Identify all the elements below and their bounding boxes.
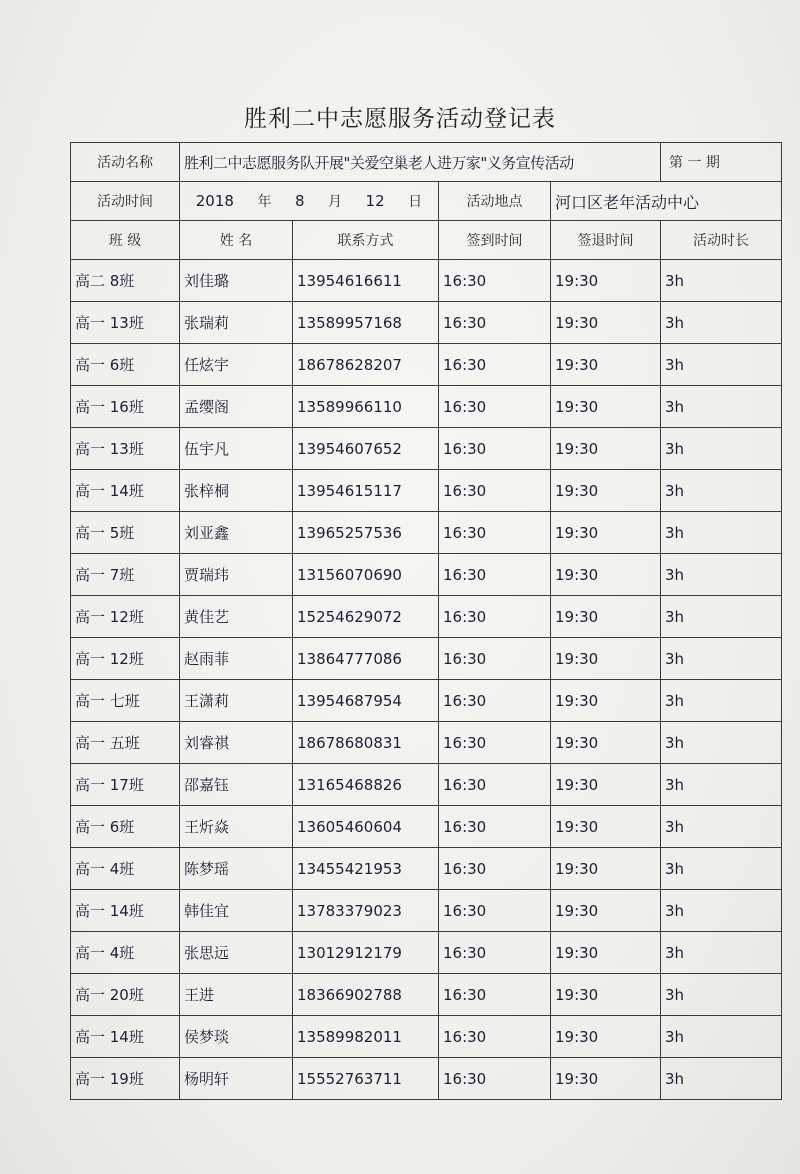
volunteer-name: 贾瑞玮 — [180, 554, 293, 596]
table-row — [71, 302, 782, 344]
volunteer-name: 侯梦琰 — [180, 1016, 293, 1058]
sign-in-time: 16:30 — [439, 1016, 551, 1058]
sign-out-time: 19:30 — [551, 302, 661, 344]
volunteer-name: 刘佳璐 — [180, 260, 293, 302]
volunteer-class: 高一 13班 — [71, 302, 180, 344]
table-row — [71, 260, 782, 302]
sign-in-time: 16:30 — [439, 1058, 551, 1100]
table-row — [71, 932, 782, 974]
table-row — [71, 1058, 782, 1100]
volunteer-phone: 13783379023 — [293, 890, 439, 932]
sign-in-time: 16:30 — [439, 386, 551, 428]
table-row — [71, 806, 782, 848]
volunteer-class: 高一 5班 — [71, 512, 180, 554]
volunteer-phone: 13954616611 — [293, 260, 439, 302]
sign-in-time: 16:30 — [439, 470, 551, 512]
sign-out-time: 19:30 — [551, 596, 661, 638]
activity-duration: 3h — [661, 470, 782, 512]
volunteer-class: 高一 4班 — [71, 932, 180, 974]
sign-out-time: 19:30 — [551, 344, 661, 386]
volunteer-phone: 13864777086 — [293, 638, 439, 680]
activity-duration: 3h — [661, 974, 782, 1016]
column-header-row — [71, 221, 782, 260]
volunteer-phone: 13954607652 — [293, 428, 439, 470]
header-sign-out: 签退时间 — [551, 221, 661, 260]
activity-duration: 3h — [661, 932, 782, 974]
sign-out-time: 19:30 — [551, 680, 661, 722]
volunteer-phone: 18366902788 — [293, 974, 439, 1016]
volunteer-class: 高一 4班 — [71, 848, 180, 890]
table-row — [71, 848, 782, 890]
activity-issue: 第 一 期 — [661, 143, 782, 182]
activity-duration: 3h — [661, 680, 782, 722]
sign-in-time: 16:30 — [439, 764, 551, 806]
activity-duration: 3h — [661, 596, 782, 638]
table-row — [71, 722, 782, 764]
sign-out-time: 19:30 — [551, 386, 661, 428]
volunteer-class: 高一 14班 — [71, 890, 180, 932]
date-day-unit: 日 — [408, 194, 423, 210]
volunteer-phone: 13965257536 — [293, 512, 439, 554]
activity-name-row — [71, 143, 782, 182]
volunteer-phone: 13605460604 — [293, 806, 439, 848]
volunteer-class: 高一 13班 — [71, 428, 180, 470]
date-year-unit: 年 — [257, 194, 272, 210]
volunteer-name: 王进 — [180, 974, 293, 1016]
activity-duration: 3h — [661, 764, 782, 806]
header-name: 姓 名 — [180, 221, 293, 260]
activity-place-value: 河口区老年活动中心 — [551, 182, 782, 221]
volunteer-name: 杨明轩 — [180, 1058, 293, 1100]
volunteer-class: 高一 14班 — [71, 470, 180, 512]
volunteer-phone: 13589966110 — [293, 386, 439, 428]
header-class: 班 级 — [71, 221, 180, 260]
sign-out-time: 19:30 — [551, 722, 661, 764]
volunteer-phone: 18678628207 — [293, 344, 439, 386]
sign-out-time: 19:30 — [551, 890, 661, 932]
sign-in-time: 16:30 — [439, 302, 551, 344]
activity-duration: 3h — [661, 386, 782, 428]
date-month-unit: 月 — [328, 194, 343, 210]
sign-out-time: 19:30 — [551, 260, 661, 302]
activity-duration: 3h — [661, 722, 782, 764]
volunteer-class: 高一 6班 — [71, 806, 180, 848]
sign-in-time: 16:30 — [439, 512, 551, 554]
sign-out-time: 19:30 — [551, 806, 661, 848]
activity-place-label: 活动地点 — [439, 182, 551, 221]
volunteer-class: 高一 7班 — [71, 554, 180, 596]
volunteer-phone: 13156070690 — [293, 554, 439, 596]
volunteer-class: 高一 20班 — [71, 974, 180, 1016]
volunteer-class: 高一 17班 — [71, 764, 180, 806]
volunteer-phone: 13012912179 — [293, 932, 439, 974]
volunteer-name: 陈梦瑶 — [180, 848, 293, 890]
volunteer-class: 高一 19班 — [71, 1058, 180, 1100]
table-row — [71, 596, 782, 638]
sign-in-time: 16:30 — [439, 890, 551, 932]
volunteer-name: 邵嘉钰 — [180, 764, 293, 806]
date-month: 8 — [294, 192, 305, 210]
activity-duration: 3h — [661, 260, 782, 302]
sign-in-time: 16:30 — [439, 680, 551, 722]
table-row — [71, 638, 782, 680]
volunteer-name: 刘亚鑫 — [180, 512, 293, 554]
activity-time-label: 活动时间 — [71, 182, 180, 221]
volunteer-name: 王炘焱 — [180, 806, 293, 848]
page-title: 胜利二中志愿服务活动登记表 — [244, 106, 556, 132]
volunteer-phone: 13455421953 — [293, 848, 439, 890]
volunteer-name: 张梓桐 — [180, 470, 293, 512]
sign-in-time: 16:30 — [439, 638, 551, 680]
sign-out-time: 19:30 — [551, 638, 661, 680]
volunteer-name: 伍宇凡 — [180, 428, 293, 470]
volunteer-class: 高一 12班 — [71, 596, 180, 638]
sign-in-time: 16:30 — [439, 932, 551, 974]
activity-duration: 3h — [661, 638, 782, 680]
volunteer-phone: 13954687954 — [293, 680, 439, 722]
activity-name-value: 胜利二中志愿服务队开展"关爱空巢老人进万家"义务宣传活动 — [180, 143, 661, 182]
table-row — [71, 512, 782, 554]
volunteer-phone: 13589982011 — [293, 1016, 439, 1058]
volunteer-name: 黄佳艺 — [180, 596, 293, 638]
activity-date — [180, 182, 439, 221]
volunteer-name: 刘睿祺 — [180, 722, 293, 764]
volunteer-phone: 13589957168 — [293, 302, 439, 344]
volunteer-class: 高一 七班 — [71, 680, 180, 722]
sign-out-time: 19:30 — [551, 428, 661, 470]
volunteer-class: 高一 16班 — [71, 386, 180, 428]
table-row — [71, 470, 782, 512]
sign-out-time: 19:30 — [551, 764, 661, 806]
volunteer-name: 韩佳宜 — [180, 890, 293, 932]
sign-out-time: 19:30 — [551, 1058, 661, 1100]
volunteer-phone: 18678680831 — [293, 722, 439, 764]
activity-duration: 3h — [661, 302, 782, 344]
table-row — [71, 428, 782, 470]
activity-duration: 3h — [661, 1058, 782, 1100]
volunteer-name: 任炫宇 — [180, 344, 293, 386]
sign-in-time: 16:30 — [439, 848, 551, 890]
activity-duration: 3h — [661, 848, 782, 890]
header-phone: 联系方式 — [293, 221, 439, 260]
volunteer-class: 高一 五班 — [71, 722, 180, 764]
table-row — [71, 1016, 782, 1058]
sign-out-time: 19:30 — [551, 848, 661, 890]
volunteer-name: 赵雨菲 — [180, 638, 293, 680]
volunteer-name: 张瑞莉 — [180, 302, 293, 344]
table-row — [71, 764, 782, 806]
activity-duration: 3h — [661, 428, 782, 470]
header-sign-in: 签到时间 — [439, 221, 551, 260]
sign-in-time: 16:30 — [439, 428, 551, 470]
activity-time-row — [71, 182, 782, 221]
sign-out-time: 19:30 — [551, 974, 661, 1016]
table-row — [71, 974, 782, 1016]
sign-out-time: 19:30 — [551, 512, 661, 554]
table-row — [71, 890, 782, 932]
volunteer-phone: 15552763711 — [293, 1058, 439, 1100]
sign-in-time: 16:30 — [439, 806, 551, 848]
activity-duration: 3h — [661, 1016, 782, 1058]
sign-out-time: 19:30 — [551, 932, 661, 974]
volunteer-name: 张思远 — [180, 932, 293, 974]
volunteer-class: 高二 8班 — [71, 260, 180, 302]
table-row — [71, 680, 782, 722]
sign-in-time: 16:30 — [439, 974, 551, 1016]
activity-duration: 3h — [661, 512, 782, 554]
sign-in-time: 16:30 — [439, 596, 551, 638]
header-duration: 活动时长 — [661, 221, 782, 260]
activity-name-label: 活动名称 — [71, 143, 180, 182]
volunteer-name: 王潇莉 — [180, 680, 293, 722]
table-row — [71, 344, 782, 386]
volunteer-name: 孟缨阁 — [180, 386, 293, 428]
volunteer-phone: 15254629072 — [293, 596, 439, 638]
registration-table — [70, 142, 782, 1100]
volunteer-class: 高一 14班 — [71, 1016, 180, 1058]
volunteer-class: 高一 12班 — [71, 638, 180, 680]
volunteer-class: 高一 6班 — [71, 344, 180, 386]
activity-duration: 3h — [661, 344, 782, 386]
sign-in-time: 16:30 — [439, 722, 551, 764]
sign-out-time: 19:30 — [551, 470, 661, 512]
sign-in-time: 16:30 — [439, 344, 551, 386]
volunteer-phone: 13165468826 — [293, 764, 439, 806]
activity-duration: 3h — [661, 554, 782, 596]
sign-out-time: 19:30 — [551, 554, 661, 596]
sign-out-time: 19:30 — [551, 1016, 661, 1058]
date-year: 2018 — [195, 192, 234, 210]
table-row — [71, 554, 782, 596]
sign-in-time: 16:30 — [439, 260, 551, 302]
table-row — [71, 386, 782, 428]
activity-duration: 3h — [661, 890, 782, 932]
date-day: 12 — [365, 192, 385, 210]
activity-duration: 3h — [661, 806, 782, 848]
sign-in-time: 16:30 — [439, 554, 551, 596]
volunteer-phone: 13954615117 — [293, 470, 439, 512]
